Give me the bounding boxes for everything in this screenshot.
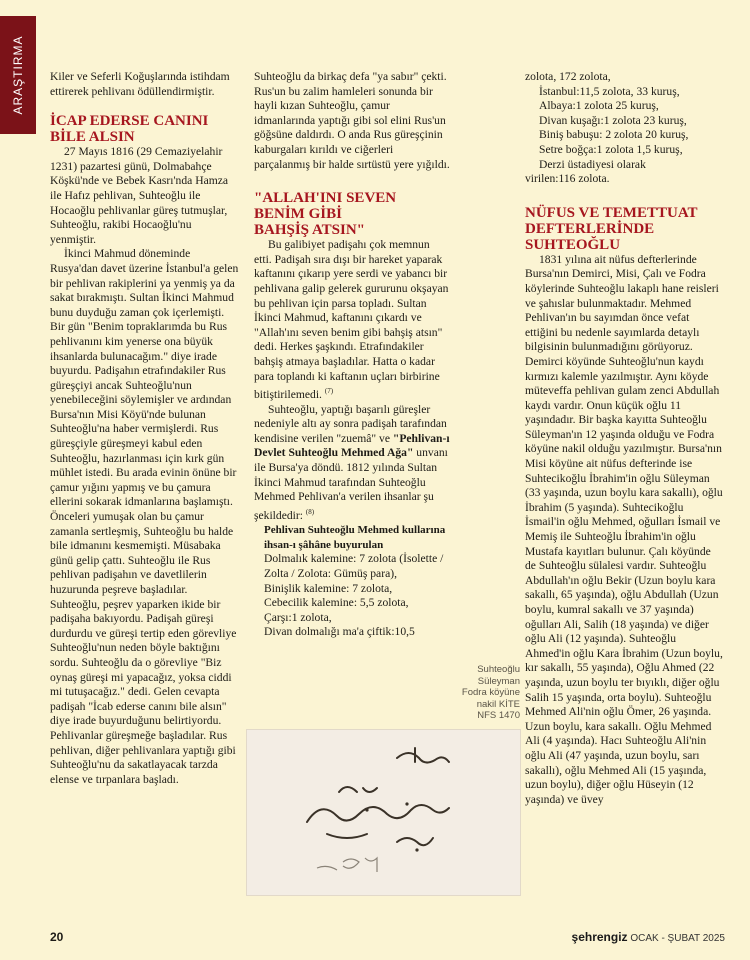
list-item: virilen:116 zolota. [525,172,610,186]
ottoman-register-image [246,729,521,896]
list-item: İstanbul:11,5 zolota, 33 kuruş, [539,84,680,98]
list-item: Binişlik kalemine: 7 zolota, [264,581,393,595]
heading-nufus-defterleri: NÜFUS VE TEMETTUAT DEFTERLERİNDE SUHTEOĞLU [525,204,698,253]
issue-date: OCAK - ŞUBAT 2025 [630,933,725,944]
column-1 [50,70,240,787]
list-item: Çarşı:1 zolota, [264,610,332,624]
heading-icap-ederse: İCAP EDERSE CANINI BİLE ALSIN [50,113,209,146]
column-2 [254,70,450,640]
paragraph: 1831 yılına ait nüfus defterlerinde Bursa'nın Demirci, Misi, Çalı ve Fodra köylerinde Suhteoğlu lakaplı hane reisleri ve şahıslar bulunmaktadır. Mehmed Pehlivan'ın bu sayımdan önce vefat ettiğini bu nedenle sayımlarda detaylı bilgisinin bulunmadığını görüyoruz. Demirci köyünde Suhteoğlu'nun kaydı kırmızı kalemle yazılmıştır. Aynı köyde müteveffa pehlivan gulam zenci Abdullah kaydı vardır. Onun küçük oğlu 11 yaşındadır. Bir başka kayıtta Suhteoğlu Süleyman'ın 12 yaşında olduğu ve Fodra köyüne nakil olduğu yazılmıştır. Bursa'nın Misi köyüne ait nüfus defterinde ise Suhtecikoğlu İbrahim'in oğlu Süleyman (33 yaşında, uzun boylu kara sakallı), oğlu İbrahim (5 yaşında). Suhtecikoğlu İsmail'in oğlu Mehmed, oğulları İsmail ve Memiş ile Suhteoğlu İbrahim'in oğlu Mustafa kayıtları bulunur. Çalı köyünde de Suhteoğlu sülalesi vardır. Suhteoğlu Abdullah'ın oğlu Bekir (Uzun boylu kara sakallı, 65 yaşında), oğlu Abdullah (Uzun boylu, kumral sakallı ve 37 yaşında) oğulları Ali, Salih (18 yaşında) ve diğer oğlu Ali (12 yaşında). Suhteoğlu Ahmed'in oğlu Kara İbrahim (Uzun boylu, kır sakallı, 55 yaşında), Oğlu Ahmed (22 yaşında, uzun boylu ter bıyıklı, diğer oğlu Salih 15 yaşında, orta boylu). Suhteoğlu Mehmed Ali'nin oğlu Ömer, 26 yaşında. Uzun boylu, kara sakallı. Oğlu Mehmed Ali (4 yaşında). Hacı Suhteoğlu Ali'nin oğlu Ali (47 yaşında, uzun boylu, sarı sakallı), oğlu Mehmed Ali (15 yaşında, uzun boylu), diğer oğlu Hüseyin (12 yaşında) ve üvey [525,252,723,806]
section-tab [0,16,36,134]
list-item: Setre boğça:1 zolota 1,5 kuruş, [539,142,683,156]
image-caption: Suhteoğlu Süleyman Fodra köyüne nakil KİTE NFS 1470 [461,664,520,721]
list-item: Dolmalık kalemine: 7 zolota (İsolette / Zolta / Zolota: Gümüş para), [264,552,444,580]
magazine-name: şehrengiz [571,930,628,944]
column-3 [525,70,723,807]
list-item: Divan kuşağı:1 zolota 23 kuruş, [539,113,687,127]
paragraph: Suhteoğlu da birkaç defa "ya sabır" çekti. Rus'un bu zalim hamleleri sonunda bir hayli kızan Suhteoğlu, çamur idmanlarında yaptığı gibi sol elini Rus'un göğsüne daldırdı. O anda Rus güreşçinin kaburgaları kırıldı ve ciğerleri parçalanmış bir halde sırtüstü yere yığıldı. [254,70,450,171]
list-item: Biniş babuşu: 2 zolota 20 kuruş, [539,128,689,142]
list-item: Divan dolmalığı ma'a çiftik:10,5 [264,625,415,639]
footer-issue [530,930,725,944]
page-number: 20 [50,930,64,944]
list-item: Albaya:1 zolota 25 kuruş, [539,99,659,113]
list-continuation: zolota, 172 zolota, [525,70,611,83]
paragraph: Bu galibiyet padişahı çok memnun etti. Padişah sıra dışı bir hareket yaparak kaftanını çıkarıp yere serdi ve yabancı bir pehlivana galip gelerek gururunu okşayan bu pehlivan için parsa topladı. Sultan İkinci Mahmud, kaftanını çıkardı ve "Allah'ını seven benim gibi bahşiş atsın" dedi. Herkes şaşkındı. Etrafındakiler bahşiş atmaya başladılar. Hatta o kadar para toplandı ki kaftanın uçları birbirine bitiştirilemedi. $^{(7)}$ [254,238,449,401]
list-item: Derzi üstadiyesi olarak [539,157,646,171]
list-item: Cebecilik kalemine: 5,5 zolota, [264,596,409,610]
intro-paragraph: Kiler ve Seferli Koğuşlarında istihdam ettirerek pehlivanı ödüllendirmiştir. [50,70,230,98]
paragraph: 27 Mayıs 1816 (29 Cemaziyelahir 1231) pazartesi günü, Dolmabahçe Köşkü'nde ve Bebek Kasrı'nda Hamza ile Hafız pehlivan, Suhteoğlu ile Hocaoğlu pehlivanlar güreş tutmuşlar, Suhteoğlu, rakibi Hocaoğlu'nu yenmiştir. [50,145,229,246]
paragraph: İkinci Mahmud döneminde Rusya'dan davet üzerine İstanbul'a gelen bir pehlivan rakiplerini ya yenmiş ya da sakat bırakmıştı. Sultan İkinci Mahmud bunu duyduğu zaman çok içerlemişti. Bir gün "Benim topraklarımda bu Rus pehlivanını kim yenerse ona büyük ihsanlarda bulunacağım." diye irade buyurdu. Padişahın etrafındakiler Rus güreşçiyi ancak Suhteoğlu'nun yenebileceğini söylemişler ve ardından Bursa'nın Misi Köyü'nde bulunan Suhteoğlu'na haber vermişlerdi. Rus güreşçiyle güreşmeyi kabul eden Suhteoğlu, hazırlanması için kırk gün mühlet istedi. Bu arada evinin önüne bir çamur yığını yapmış ve bu çamura ellerini sokarak idmanlarına başlamıştı. Önceleri yumuşak olan bu çamur zamanla sertleşmiş, Suhteoğlu bu halde bile idmanını kesmemişti. Müsabaka günü gelip çattı. Suhteoğlu ile Rus pehlivan padişahın ve davetlilerin huzurunda peşreve başladılar. Suhteoğlu, peşrev yaparken ikide bir padişaha bakıyordu. Padişah güreşi durdurdu ve güreşi tertip eden görevliye Suhteoğlu'nun neden böyle baktığını sordu. Suhteoğlu da o görevliye "Biz oynaş güreşi mi yapacağız, yoksa ciddi mi tutuşacağız." dedi. Gelen cevapta padişah "İcab ederse canını bile alsın" diye irade buyurduğunu belirtiyordu. Pehlivanlar güreşmeğe başladılar. Rus pehlivan, diğer pehlivanlara yaptığı gibi Suhteoğlu'nu da sakatlayacak tarzda elense ve tırpanlara başladı. [50,247,239,786]
paragraph: Suhteoğlu, yaptığı başarılı güreşler nedeniyle altı ay sonra padişah tarafından kendisine verilen "zuemâ" ve "Pehlivan-ı Devlet Suhteoğlu Mehmed Ağa" unvanı ile Bursa'ya döndü. 1812 yılında Sultan İkinci Mahmud tarafından Suhteoğlu Mehmed Pehlivan'a verilen ihsanlar şu şekildedir: $^{(8)}$ [254,402,450,522]
handwriting-illustration [247,730,520,895]
heading-allahini-seven: "ALLAH'INI SEVEN BENİM GİBİ BAHŞİŞ ATSIN" [254,190,397,239]
bold-line: Pehlivan Suhteoğlu Mehmed kullarına ihsan-ı şâhâne buyurulan [264,524,446,551]
section-label: ARAŞTIRMA [11,35,25,115]
